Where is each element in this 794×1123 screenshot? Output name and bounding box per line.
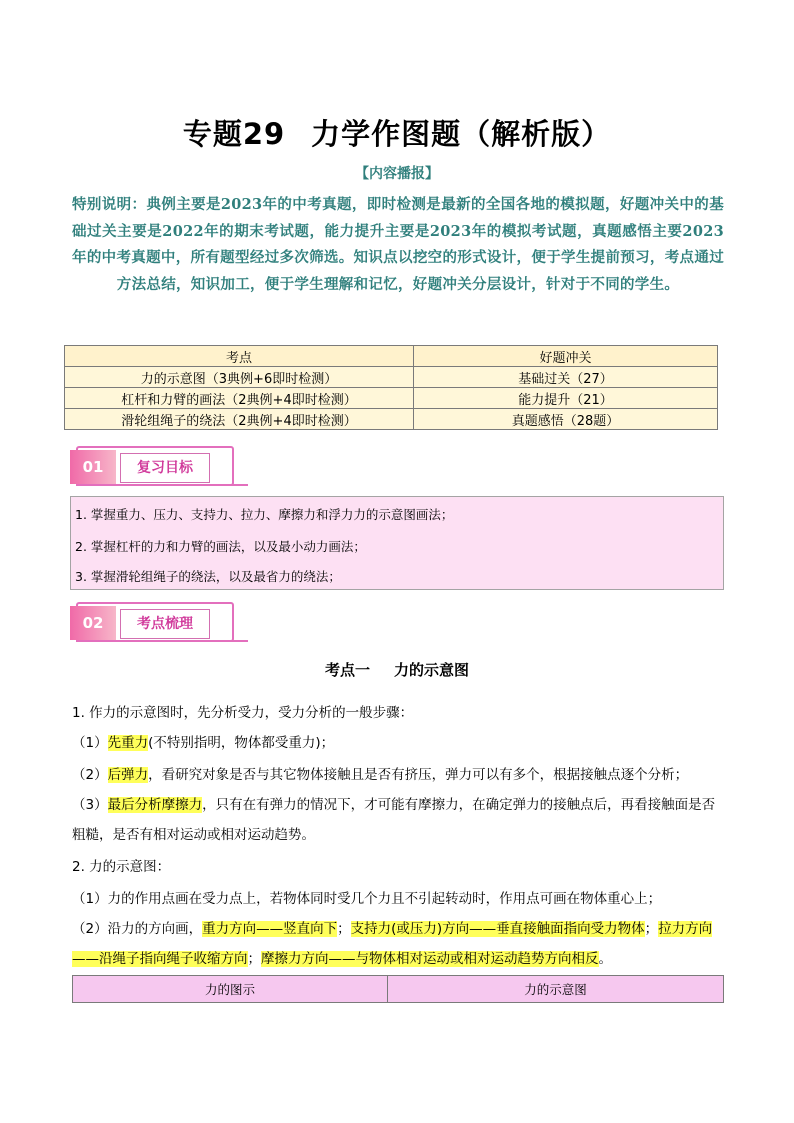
- key-point-title: [0, 659, 794, 680]
- section-number: 02: [70, 606, 116, 640]
- table-header-cell: 力的示意图: [388, 976, 724, 1003]
- list-item: 1. 掌握重力、压力、支持力、拉力、摩擦力和浮力力的示意图画法；: [75, 507, 454, 522]
- paragraph: （3）最后分析摩擦力，只有在有弹力的情况下，才可能有摩擦力，在确定弹力的接触点后，再看接触面是否粗糙，是否有相对运动或相对运动趋势。: [72, 797, 716, 843]
- table-cell: 基础过关（27）: [414, 367, 718, 388]
- list-item: 2. 掌握杠杆的力和力臂的画法，以及最小动力画法；: [75, 539, 366, 554]
- table-header-row: [73, 976, 724, 1003]
- list-item: 3. 掌握滑轮组绳子的绕法，以及最省力的绕法；: [75, 569, 341, 584]
- title-topic-name: 力学作图题（解析版）: [311, 117, 612, 151]
- section-label: 考点梳理: [120, 609, 210, 639]
- key-point-number: 考点一: [324, 661, 370, 679]
- page-title: [0, 112, 794, 153]
- paragraph: 1. 作力的示意图时，先分析受力，受力分析的一般步骤：: [72, 705, 414, 721]
- highlight: 先重力: [107, 735, 149, 751]
- key-point-name: 力的示意图: [394, 661, 470, 679]
- paragraph: （1）力的作用点画在受力点上，若物体同时受几个力且不引起转动时，作用点可画在物体重心上；: [72, 891, 662, 907]
- table-header-cell: 力的图示: [73, 976, 388, 1003]
- table-cell: 能力提升（21）: [414, 388, 718, 409]
- table-header-cell: 考点: [65, 346, 414, 367]
- paragraph: 2. 力的示意图：: [72, 859, 171, 875]
- content-tag: 【内容播报】: [355, 166, 439, 182]
- overview-table: [64, 345, 718, 430]
- highlight: 重力方向——竖直向下: [202, 921, 338, 937]
- highlight: 摩擦力方向——与物体相对运动或相对运动趋势方向相反: [261, 951, 599, 967]
- badge-underline: [76, 640, 248, 642]
- table-cell: 力的示意图（3典例+6即时检测）: [65, 367, 414, 388]
- highlight: 拉力方向——沿绳子指向绳子收缩方向: [72, 921, 713, 967]
- highlight: 最后分析摩擦力: [107, 797, 203, 813]
- section-badge-review-goals: [70, 446, 240, 488]
- table-row: [65, 409, 718, 430]
- table-cell: 杠杆和力臂的画法（2典例+4即时检测）: [65, 388, 414, 409]
- paragraph: （1）先重力(不特别指明，物体都受重力)；: [72, 735, 335, 751]
- table-cell: 真题感悟（28题）: [414, 409, 718, 430]
- table-row: [65, 388, 718, 409]
- highlight: 后弹力: [107, 767, 149, 783]
- review-goals-box: [70, 496, 724, 590]
- section-label: 复习目标: [120, 453, 210, 483]
- table-header-cell: 好题冲关: [414, 346, 718, 367]
- section-number: 01: [70, 450, 116, 484]
- paragraph: （2）沿力的方向画，重力方向——竖直向下；支持力(或压力)方向——垂直接触面指向受力物体；拉力方向——沿绳子指向绳子收缩方向；摩擦力方向——与物体相对运动或相对运动趋势方向相反。: [72, 921, 713, 967]
- badge-underline: [76, 484, 248, 486]
- paragraph: （2）后弹力，看研究对象是否与其它物体接触且是否有挤压，弹力可以有多个，根据接触点逐个分析；: [72, 767, 689, 783]
- table-cell: 滑轮组绳子的绕法（2典例+4即时检测）: [65, 409, 414, 430]
- table-row: [65, 367, 718, 388]
- highlight: 支持力(或压力)方向——垂直接触面指向受力物体: [350, 921, 645, 937]
- special-notice: 特别说明：典例主要是2023年的中考真题，即时检测是最新的全国各地的模拟题，好题冲关中的基础过关主要是2022年的期末考试题，能力提升主要是2023年的模拟考试题，真题感悟主要2023年的中考真题中，所有题型经过多次筛选。知识点以挖空的形式设计，便于学生提前预习，考点通过方法总结，知识加工，便于学生理解和记忆，好题冲关分层设计，针对于不同的学生。: [72, 196, 724, 293]
- title-topic-number: 专题29: [182, 117, 286, 151]
- table-header-row: [65, 346, 718, 367]
- section-badge-key-points: [70, 602, 240, 644]
- forces-table: [72, 975, 724, 1003]
